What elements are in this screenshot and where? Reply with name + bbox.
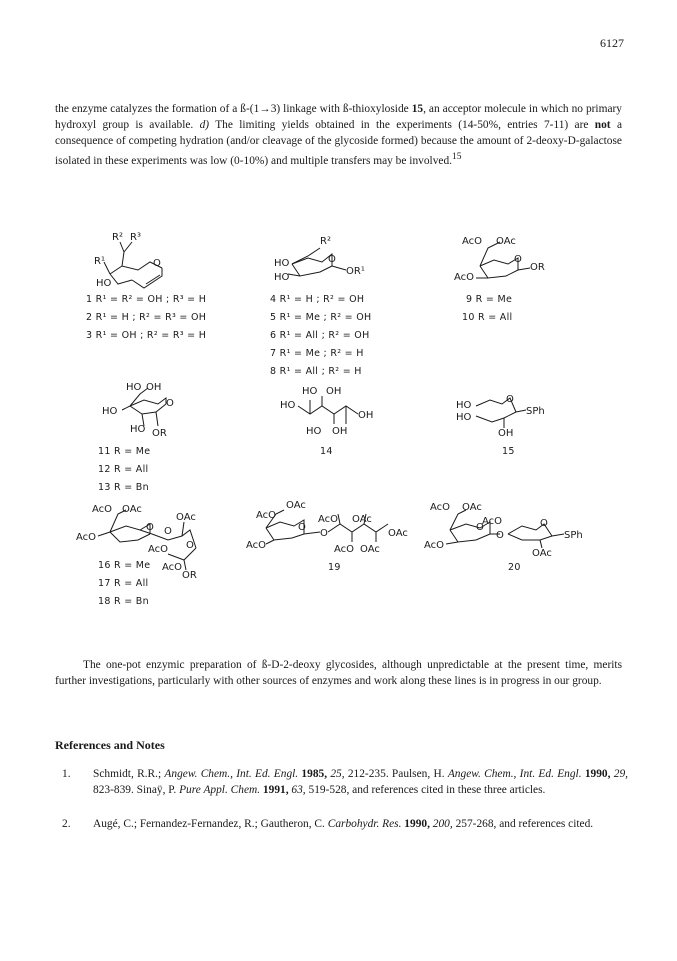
atom-label: HO bbox=[130, 424, 146, 435]
compound-label: 18 R = Bn bbox=[98, 596, 149, 607]
atom-label: OAc bbox=[122, 504, 142, 515]
volume: 63, bbox=[288, 784, 306, 796]
compound-label: 14 bbox=[320, 446, 333, 457]
text-run: , an acceptor molecule in which no primary hydroxyl group is available. bbox=[55, 103, 623, 131]
reference-item bbox=[62, 816, 632, 850]
atom-label: O bbox=[328, 254, 336, 265]
atom-label: O bbox=[146, 522, 154, 533]
atom-label: HO bbox=[280, 400, 296, 411]
reference-item bbox=[62, 766, 632, 814]
atom-label: AcO bbox=[318, 514, 339, 525]
page-number: 6127 bbox=[600, 36, 624, 50]
paragraph-1 bbox=[55, 101, 622, 169]
volume: 200, bbox=[429, 818, 453, 830]
compound-label: 5 R¹ = Me ; R² = OH bbox=[270, 312, 372, 323]
atom-label: R² bbox=[112, 232, 123, 243]
atom-label: SPh bbox=[526, 406, 545, 417]
text-run: The limiting yields obtained in the experiments (14-50%, entries 7-11) are bbox=[209, 119, 595, 131]
atom-label: OAc bbox=[462, 502, 482, 513]
citation-superscript: 15 bbox=[452, 152, 462, 162]
structure-16-18 bbox=[76, 504, 197, 607]
compound-label: 19 bbox=[328, 562, 341, 573]
atom-label: O bbox=[186, 540, 194, 551]
structure-19 bbox=[246, 500, 408, 573]
atom-label: O bbox=[506, 394, 514, 405]
compound-label: 6 R¹ = All ; R² = OH bbox=[270, 330, 370, 341]
compound-label: 8 R¹ = All ; R² = H bbox=[270, 366, 362, 377]
atom-label: AcO bbox=[462, 236, 483, 247]
atom-label: R² bbox=[320, 236, 331, 247]
compound-label: 7 R¹ = Me ; R² = H bbox=[270, 348, 364, 359]
reference-number: 2. bbox=[62, 818, 71, 830]
atom-label: OAc bbox=[388, 528, 408, 539]
volume: 29, bbox=[610, 768, 628, 780]
atom-label: OAc bbox=[176, 512, 196, 523]
text-run: a consequence of competing hydration (and/or cleavage of the glycoside formed) because the amount of 2-deoxy-D-galactose isolated in these experiments was low (0-10%) and multiple transfers may be involved. bbox=[55, 119, 622, 167]
atom-label: R¹ bbox=[94, 256, 105, 267]
text-run: Schmidt, R.R.; bbox=[93, 768, 165, 780]
atom-label: AcO bbox=[92, 504, 113, 515]
compound-label: 13 R = Bn bbox=[98, 482, 149, 493]
reference-text bbox=[93, 816, 628, 832]
year: 1985, bbox=[298, 768, 328, 780]
compound-label: 15 bbox=[502, 446, 515, 457]
year: 1990, bbox=[581, 768, 611, 780]
atom-label: OR bbox=[530, 262, 545, 273]
atom-label: OH bbox=[498, 428, 514, 439]
text-run: 3) linkage with ß-thioxyloside bbox=[270, 103, 412, 115]
note-label: d) bbox=[199, 119, 210, 131]
text-run: Augé, C.; Fernandez-Fernandez, R.; Gautheron, C. bbox=[93, 818, 328, 830]
atom-label: HO bbox=[456, 400, 472, 411]
atom-label: OH bbox=[332, 426, 348, 437]
compound-label: 1 R¹ = R² = OH ; R³ = H bbox=[86, 294, 207, 305]
atom-label: OR bbox=[152, 428, 167, 439]
reference-number: 1. bbox=[62, 768, 71, 780]
year: 1991, bbox=[260, 784, 289, 796]
arrow-glyph: → bbox=[259, 103, 271, 115]
atom-label: OAc bbox=[360, 544, 380, 555]
atom-label: HO bbox=[456, 412, 472, 423]
structure-4-8 bbox=[270, 236, 371, 377]
atom-label: O bbox=[320, 528, 328, 539]
year: 1990, bbox=[401, 818, 430, 830]
structure-11-13 bbox=[98, 382, 174, 493]
references-heading: References and Notes bbox=[55, 738, 165, 752]
compound-label: 4 R¹ = H ; R² = OH bbox=[270, 294, 365, 305]
atom-label: HO bbox=[126, 382, 142, 393]
structure-14 bbox=[280, 386, 373, 457]
journal: Angew. Chem., Int. Ed. Engl. bbox=[164, 768, 299, 780]
emphasis: not bbox=[594, 119, 611, 131]
compound-label: 3 R¹ = OH ; R² = R³ = H bbox=[86, 330, 207, 341]
atom-label: HO bbox=[96, 278, 112, 289]
compound-label: 11 R = Me bbox=[98, 446, 151, 457]
text-run: the enzyme catalyzes the formation of a ß-(1 bbox=[55, 103, 260, 115]
atom-label: OAc bbox=[532, 548, 552, 559]
atom-label: AcO bbox=[246, 540, 267, 551]
text-run: 212-235. Paulsen, H. bbox=[344, 768, 448, 780]
volume: 25, bbox=[327, 768, 345, 780]
compound-label: 2 R¹ = H ; R² = R³ = OH bbox=[86, 312, 207, 323]
compound-label: 17 R = All bbox=[98, 578, 149, 589]
structure-15 bbox=[456, 394, 545, 457]
structure-scheme bbox=[70, 218, 610, 638]
atom-label: OR bbox=[182, 570, 197, 581]
atom-label: OH bbox=[358, 410, 374, 421]
compound-label: 16 R = Me bbox=[98, 560, 151, 571]
atom-label: HO bbox=[302, 386, 318, 397]
atom-label: OAc bbox=[286, 500, 306, 511]
atom-label: OH bbox=[326, 386, 342, 397]
atom-label: HO bbox=[274, 272, 290, 283]
atom-label: O bbox=[153, 258, 161, 269]
atom-label: O bbox=[496, 530, 504, 541]
atom-label: O bbox=[476, 522, 484, 533]
atom-label: O bbox=[164, 526, 172, 537]
reference-text bbox=[93, 766, 628, 798]
atom-label: AcO bbox=[454, 272, 475, 283]
paragraph-2: The one-pot enzymic preparation of ß-D-2-deoxy glycosides, although unpredictable at the present time, merits further investigations, particularly with other sources of enzymes and work along these lines is in progress in our group. bbox=[55, 659, 622, 687]
compound-label: 9 R = Me bbox=[466, 294, 513, 305]
atom-label: OAc bbox=[496, 236, 516, 247]
atom-label: O bbox=[166, 398, 174, 409]
compound-label: 20 bbox=[508, 562, 521, 573]
structure-20 bbox=[424, 502, 583, 573]
compound-ref: 15 bbox=[411, 103, 424, 115]
atom-label: AcO bbox=[162, 562, 183, 573]
text-run: 519-528, and references cited in these three articles. bbox=[305, 784, 546, 796]
atom-label: O bbox=[298, 522, 306, 533]
journal: Carbohydr. Res. bbox=[327, 818, 402, 830]
atom-label: AcO bbox=[148, 544, 169, 555]
atom-label: SPh bbox=[564, 530, 583, 541]
compound-label: 12 R = All bbox=[98, 464, 149, 475]
atom-label: HO bbox=[274, 258, 290, 269]
atom-label: AcO bbox=[256, 510, 277, 521]
atom-label: OR¹ bbox=[346, 266, 365, 277]
structure-1-3 bbox=[86, 232, 206, 341]
atom-label: AcO bbox=[430, 502, 451, 513]
atom-label: OAc bbox=[352, 514, 372, 525]
atom-label: OH bbox=[146, 382, 162, 393]
journal: Pure Appl. Chem. bbox=[179, 784, 261, 796]
atom-label: AcO bbox=[482, 516, 503, 527]
text-run: 257-268, and references cited. bbox=[452, 818, 594, 830]
atom-label: O bbox=[514, 254, 522, 265]
structure-9-10 bbox=[454, 236, 545, 323]
atom-label: HO bbox=[306, 426, 322, 437]
atom-label: O bbox=[540, 518, 548, 529]
journal: Angew. Chem., Int. Ed. Engl. bbox=[447, 768, 582, 780]
atom-label: AcO bbox=[76, 532, 97, 543]
atom-label: AcO bbox=[424, 540, 445, 551]
atom-label: AcO bbox=[334, 544, 355, 555]
compound-label: 10 R = All bbox=[462, 312, 513, 323]
atom-label: R³ bbox=[130, 232, 141, 243]
atom-label: HO bbox=[102, 406, 118, 417]
text-run: 823-839. Sinaÿ, P. bbox=[93, 784, 180, 796]
